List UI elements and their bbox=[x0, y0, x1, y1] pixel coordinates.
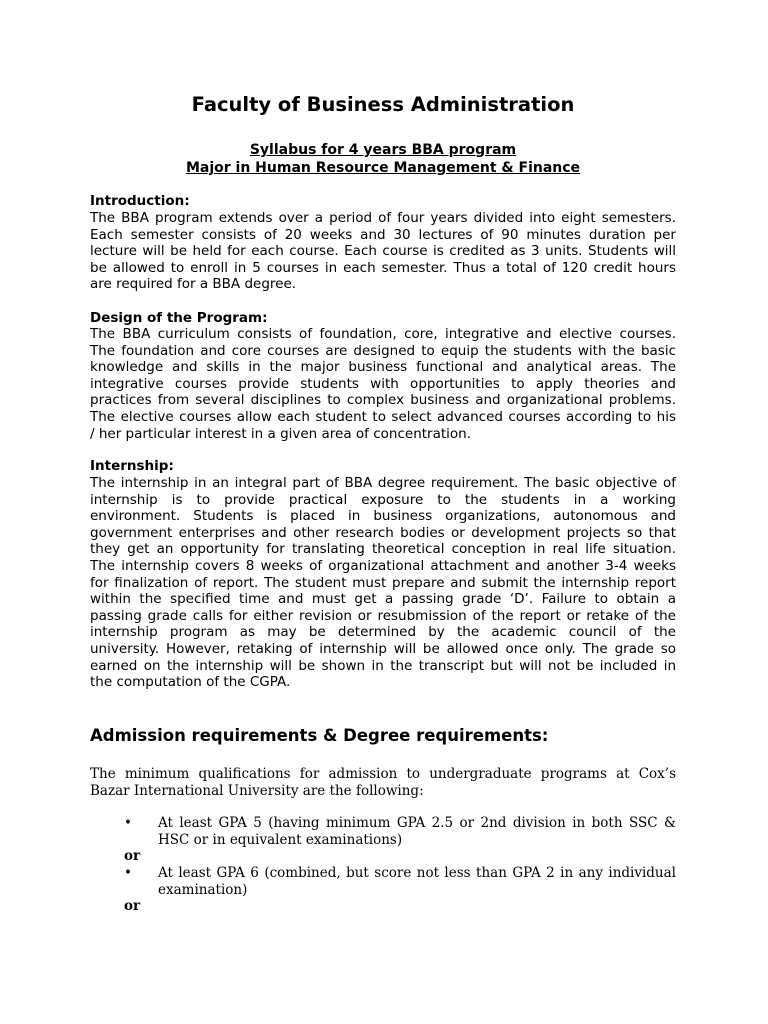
paragraph-line: The BBA program extends over a period of four years divided into eight semesters. bbox=[90, 210, 676, 226]
subtitle-major bbox=[90, 160, 676, 177]
paragraph-line: The foundation and core courses are designed to equip the students with the basic bbox=[90, 342, 676, 359]
design-heading: Design of the Program: bbox=[90, 310, 268, 326]
subtitle-program-text: Syllabus for 4 years BBA program bbox=[249, 142, 517, 158]
requirement-text bbox=[158, 865, 676, 898]
or-separator: or bbox=[124, 848, 141, 864]
paragraph-line: earned on the internship will be shown in the transcript but will not be included in bbox=[90, 657, 676, 674]
paragraph-line: are required for a BBA degree. bbox=[90, 276, 297, 293]
paragraph-line: lecture will be held for each course. Each course is credited as 3 units. Students will bbox=[90, 243, 676, 260]
paragraph-line: be allowed to enroll in 5 courses in each semester. Thus a total of 120 credit hours bbox=[90, 259, 676, 276]
paragraph-line: The minimum qualifications for admission to undergraduate programs at Cox’s bbox=[90, 766, 676, 782]
internship-paragraph bbox=[90, 475, 676, 691]
paragraph-line: The internship in an integral part of BBA degree requirement. The basic objective of bbox=[90, 475, 676, 491]
paragraph-line: integrative courses provide students with opportunities to apply theories and bbox=[90, 375, 676, 392]
paragraph-line: Each semester consists of 20 weeks and 30 lectures of 90 minutes duration per bbox=[90, 226, 676, 243]
bullet-icon: • bbox=[124, 815, 132, 831]
paragraph-line: government enterprises and other research bodies or development projects so that bbox=[90, 524, 676, 541]
admission-heading: Admission requirements & Degree requirements: bbox=[90, 726, 549, 745]
paragraph-line: Bazar International University are the following: bbox=[90, 782, 424, 799]
paragraph-line: The internship covers 8 weeks of organizational attachment and another 3-4 weeks bbox=[90, 557, 676, 574]
requirement-line: examination) bbox=[158, 881, 248, 898]
document-title: Faculty of Business Administration bbox=[191, 93, 575, 116]
introduction-paragraph bbox=[90, 210, 676, 293]
paragraph-line: they get an opportunity for translating theoretical conception in real life situation. bbox=[90, 541, 676, 558]
paragraph-line: university. However, retaking of internship will be allowed once only. The grade so bbox=[90, 640, 676, 657]
paragraph-line: for finalization of report. The student must prepare and submit the internship report bbox=[90, 574, 676, 591]
design-paragraph bbox=[90, 326, 676, 442]
paragraph-line: internship is to provide practical exposure to the students in a working bbox=[90, 491, 676, 508]
or-separator: or bbox=[124, 898, 141, 914]
paragraph-line: knowledge and skills in the major business functional and analytical areas. The bbox=[90, 359, 676, 376]
paragraph-line: internship program as may be determined by the academic council of the bbox=[90, 624, 676, 641]
paragraph-line: the computation of the CGPA. bbox=[90, 674, 291, 691]
requirement-line: At least GPA 5 (having minimum GPA 2.5 or 2nd division in both SSC & bbox=[158, 815, 676, 831]
paragraph-line: The elective courses allow each student to select advanced courses according to his bbox=[90, 408, 676, 425]
subtitle-program bbox=[90, 142, 676, 159]
requirement-line: HSC or in equivalent examinations) bbox=[158, 831, 403, 848]
paragraph-line: / her particular interest in a given area of concentration. bbox=[90, 425, 472, 442]
requirement-text bbox=[158, 815, 676, 848]
admission-intro-paragraph bbox=[90, 766, 676, 799]
paragraph-line: within the specified time and must get a passing grade ‘D’. Failure to obtain a bbox=[90, 591, 676, 608]
paragraph-line: The BBA curriculum consists of foundation, core, integrative and elective courses. bbox=[90, 326, 676, 342]
introduction-heading: Introduction: bbox=[90, 193, 190, 209]
bullet-icon: • bbox=[124, 865, 132, 881]
subtitle-major-text: Major in Human Resource Management & Finance bbox=[185, 160, 581, 176]
paragraph-line: practices from several disciplines to complex business and organizational problems. bbox=[90, 392, 676, 409]
internship-heading: Internship: bbox=[90, 458, 174, 474]
paragraph-line: environment. Students is placed in business organizations, autonomous and bbox=[90, 508, 676, 525]
paragraph-line: passing grade calls for either revision or resubmission of the report or retake of the bbox=[90, 607, 676, 624]
requirement-line: At least GPA 6 (combined, but score not less than GPA 2 in any individual bbox=[158, 865, 676, 881]
